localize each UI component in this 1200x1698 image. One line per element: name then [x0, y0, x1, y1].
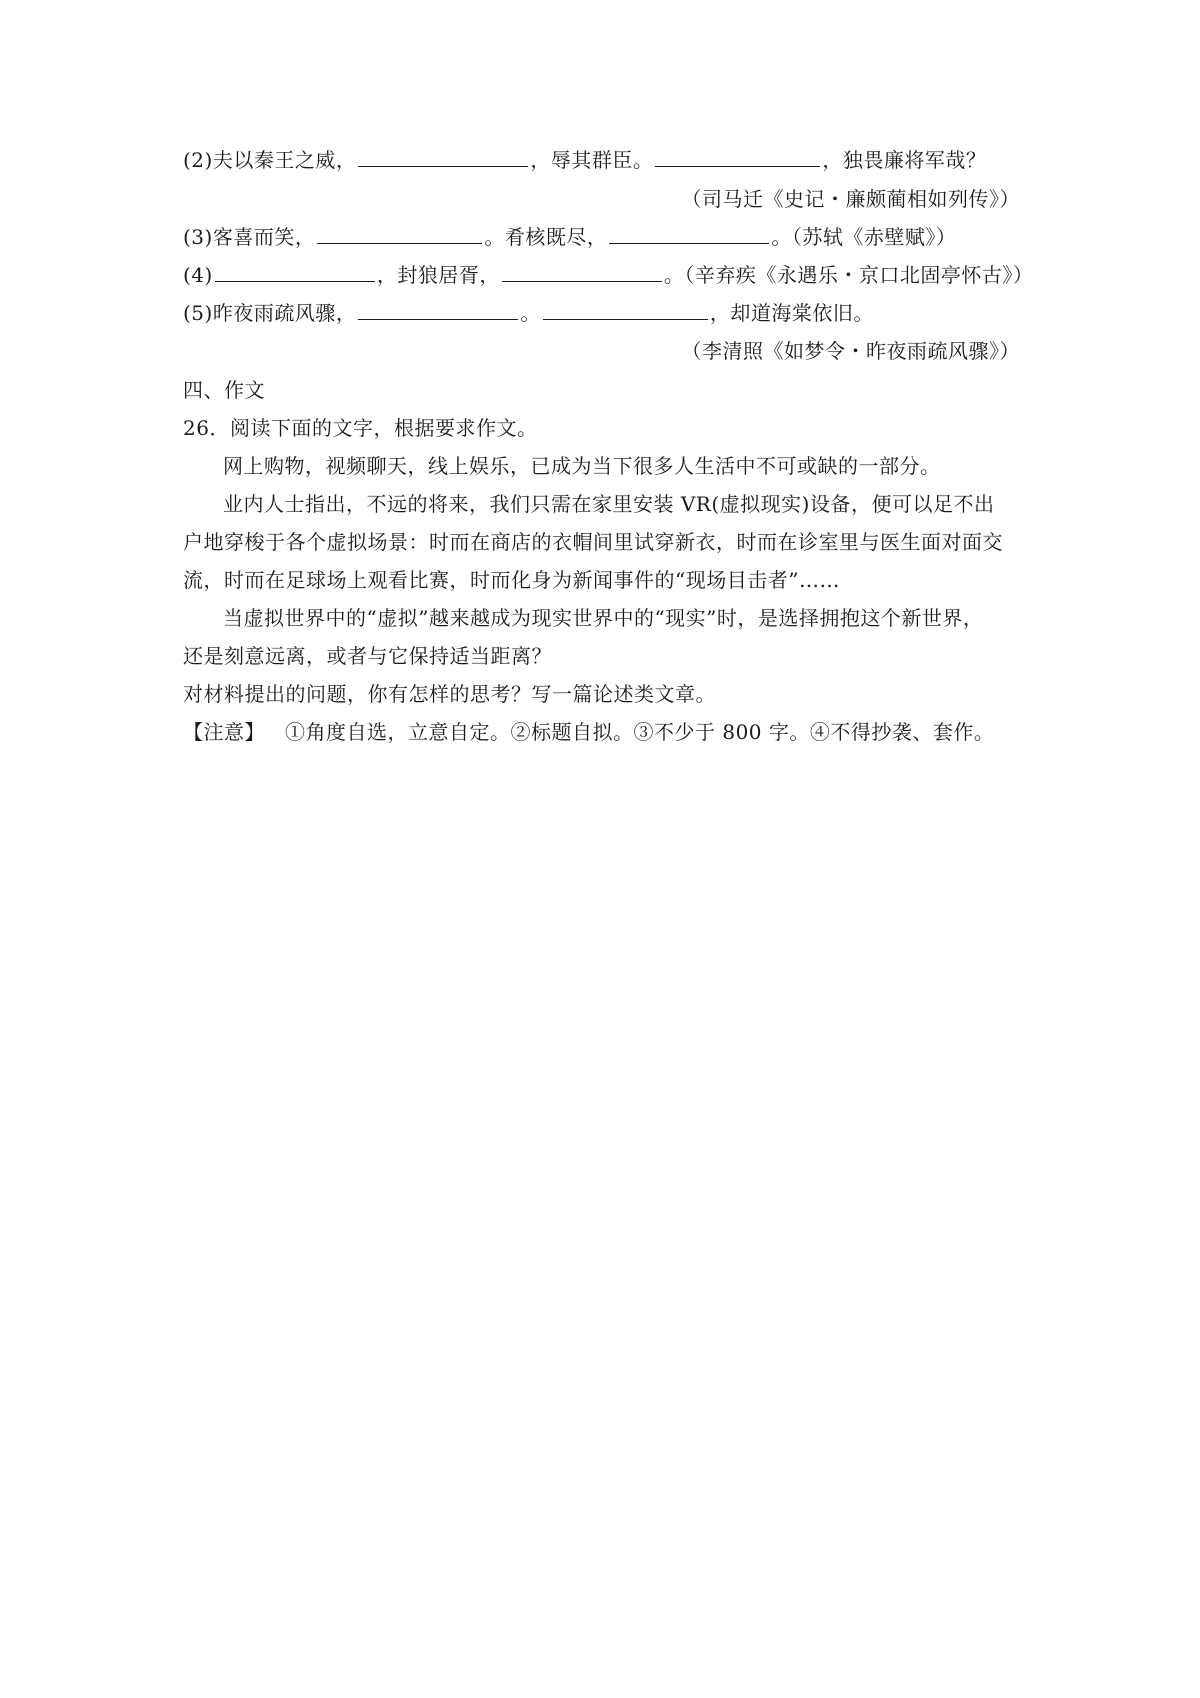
answer-blank[interactable]: [358, 148, 528, 167]
answer-blank[interactable]: [358, 301, 518, 320]
question-text: 客喜而笑，: [212, 225, 316, 249]
material-paragraph-2-line-1: 业内人士指出，不远的将来，我们只需在家里安装 VR(虚拟现实)设备，便可以足不出: [223, 492, 995, 516]
question-text: ，辱其群臣。: [530, 148, 654, 172]
section-heading: 四、作文: [183, 378, 265, 402]
question-text: 昨夜雨疏风骤，: [212, 301, 357, 325]
question-text: ，却道海棠依旧。: [709, 301, 874, 325]
question-number: (3): [183, 225, 213, 249]
writing-task: 对材料提出的问题，你有怎样的思考？写一篇论述类文章。: [183, 682, 716, 706]
question-text: 。（辛弃疾《永遇乐・京口北固亭怀古》）: [663, 263, 1034, 287]
question-text: 。: [520, 301, 541, 325]
question-text: 夫以秦王之威，: [212, 148, 357, 172]
question-text: 。肴核既尽，: [484, 225, 608, 249]
question-text: 。（苏轼《赤壁赋》）: [771, 225, 957, 249]
question-2-line: [183, 146, 986, 174]
answer-blank[interactable]: [317, 225, 482, 244]
question-3-line: [183, 223, 956, 251]
material-paragraph-2-line-2: 户地穿梭于各个虚拟场景：时而在商店的衣帽间里试穿新衣，时而在诊室里与医生面对面交: [183, 530, 1003, 554]
answer-blank[interactable]: [543, 301, 708, 320]
question-number: (2): [183, 148, 213, 172]
note-text: ①角度自选，立意自定。②标题自拟。③不少于 800 字。④不得抄袭、套作。: [285, 720, 995, 744]
answer-blank[interactable]: [215, 263, 375, 282]
question-4-line: [183, 261, 1033, 289]
material-paragraph-2-line-3: 流，时而在足球场上观看比赛，时而化身为新闻事件的“现场目击者”……: [183, 568, 840, 592]
question-5-source: （李清照《如梦令・昨夜雨疏风骤》）: [681, 339, 1020, 363]
question-number: (4): [183, 263, 213, 287]
question-26-prompt: 26．阅读下面的文字，根据要求作文。: [183, 416, 538, 440]
material-paragraph-3-line-1: 当虚拟世界中的“虚拟”越来越成为现实世界中的“现实”时，是选择拥抱这个新世界，: [223, 606, 984, 630]
question-text: ，独畏廉将军哉？: [822, 148, 987, 172]
question-5-line: [183, 299, 874, 327]
answer-blank[interactable]: [502, 263, 662, 282]
question-2-source: （司马迁《史记・廉颇蔺相如列传》）: [681, 187, 1020, 211]
answer-blank[interactable]: [609, 225, 769, 244]
question-text: ，封狼居胥，: [376, 263, 500, 287]
material-paragraph-3-line-2: 还是刻意远离，或者与它保持适当距离？: [183, 644, 552, 668]
question-number: (5): [183, 301, 213, 325]
answer-blank[interactable]: [655, 148, 820, 167]
note-label: 【注意】: [183, 720, 265, 744]
note-line: [183, 718, 994, 746]
material-paragraph-1: 网上购物，视频聊天，线上娱乐，已成为当下很多人生活中不可或缺的一部分。: [223, 454, 941, 478]
